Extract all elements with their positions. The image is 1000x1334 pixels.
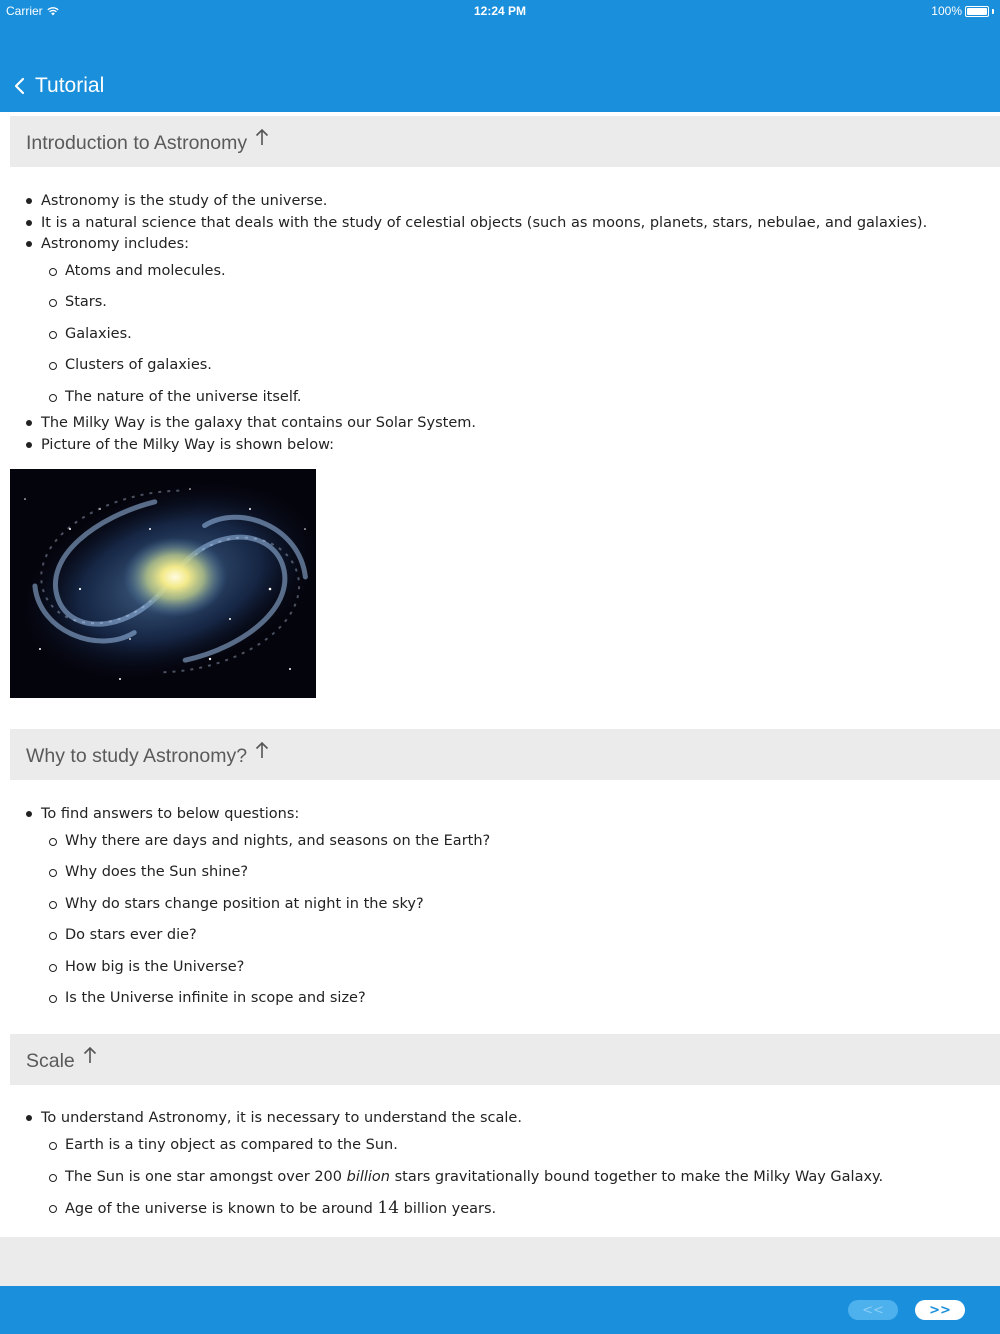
bottom-toolbar <box>0 1286 1000 1334</box>
back-label: Tutorial <box>35 74 105 97</box>
list-item: Picture of the Milky Way is shown below: <box>41 437 335 453</box>
sub-list-item: Why does the Sun shine? <box>65 864 249 880</box>
list-item: Astronomy is the study of the universe. <box>41 193 328 209</box>
section-title: Why to study Astronomy? <box>26 745 248 767</box>
previous-page-button[interactable]: << <box>848 1300 898 1320</box>
sub-list-item: Why do stars change position at night in the sky? <box>65 896 424 912</box>
chevron-left-icon <box>14 77 25 95</box>
status-bar <box>0 0 1000 22</box>
sub-list-item: Earth is a tiny object as compared to the Sun. <box>65 1137 398 1153</box>
sub-list-item: How big is the Universe? <box>65 959 245 975</box>
sub-list-item: Why there are days and nights, and seasons on the Earth? <box>65 833 491 849</box>
sub-list-item: Is the Universe infinite in scope and size? <box>65 990 366 1006</box>
sub-list-item: Stars. <box>65 294 107 310</box>
milky-way-image <box>10 469 316 698</box>
next-page-button[interactable]: >> <box>915 1300 965 1320</box>
list-item: The Milky Way is the galaxy that contains our Solar System. <box>41 415 476 431</box>
sub-list-item: Atoms and molecules. <box>65 263 226 279</box>
sub-list-item: Age of the universe is known to be around 14 billion years. <box>65 1198 497 1218</box>
back-button[interactable] <box>14 74 104 98</box>
arrow-up-icon[interactable] <box>255 128 269 152</box>
list-item: To understand Astronomy, it is necessary to understand the scale. <box>41 1110 522 1126</box>
math-number: 14 <box>377 1198 400 1218</box>
content-footer <box>0 1237 1000 1286</box>
battery-percent: 100% <box>931 4 962 18</box>
list-item: It is a natural science that deals with the study of celestial objects (such as moons, planets, stars, nebulae, and galaxies). <box>41 215 928 231</box>
sub-list-item: Do stars ever die? <box>65 927 197 943</box>
list-item: Astronomy includes: <box>41 236 190 252</box>
arrow-up-icon[interactable] <box>83 1046 97 1070</box>
emphasis-text: billion <box>346 1169 390 1185</box>
sub-list-item: Clusters of galaxies. <box>65 357 212 373</box>
section-header-why-study <box>10 729 1000 780</box>
section-title: Introduction to Astronomy <box>26 132 248 154</box>
arrow-up-icon[interactable] <box>255 741 269 765</box>
navigation-bar <box>0 22 1000 112</box>
section-header-introduction <box>10 116 1000 167</box>
list-item: To find answers to below questions: <box>41 806 300 822</box>
section-title: Scale <box>26 1050 75 1072</box>
carrier-label: Carrier <box>6 4 43 18</box>
sub-list-item: The nature of the universe itself. <box>65 389 302 405</box>
sub-list-item: The Sun is one star amongst over 200 billion stars gravitationally bound together to make the Milky Way Galaxy. <box>65 1169 884 1185</box>
battery-indicator <box>931 4 994 18</box>
battery-icon <box>965 6 989 17</box>
sub-list-item: Galaxies. <box>65 326 132 342</box>
section-header-scale <box>10 1034 1000 1085</box>
tutorial-content[interactable] <box>0 112 1000 1286</box>
status-time: 12:24 PM <box>473 4 527 18</box>
